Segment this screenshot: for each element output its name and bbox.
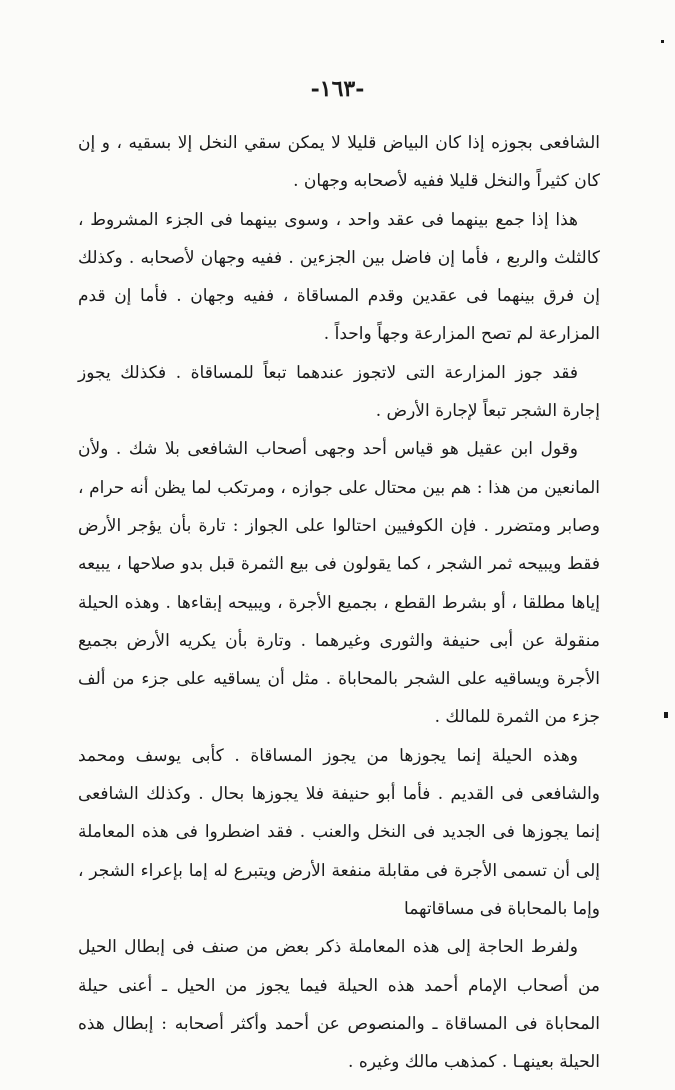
paragraph: الشافعى بجوزه إذا كان البياض قليلا لا يمكن سقي النخل إلا بسقيه ، و إن كان كثيراً والنخل قليلا ففيه لأصحابه وجهان . — [78, 133, 600, 192]
scan-speck — [661, 40, 664, 43]
paragraph: وهذه الحيلة إنما يجوزها من يجوز المساقاة . كأبى يوسف ومحمد والشافعى فى القديم . فأما أبو حنيفة فلا يجوزها بحال . وكذلك الشافعى إنما يجوزها فى الجديد فى النخل والعنب . فقد اضطروا فى هذه المعاملة إلى أن تسمى الأجرة فى مقابلة منفعة الأرض ويتبرع له إما بإعراء الشجر ، وإما بالمحاباة فى مساقاتهما — [78, 745, 600, 919]
page-number: -١٦٣- — [310, 76, 365, 102]
body-text — [78, 124, 600, 1081]
paragraph: ولفرط الحاجة إلى هذه المعاملة ذكر بعض من صنف فى إبطال الحيل من أصحاب الإمام أحمد هذه الحيلة فيما يجوز من الحيل ـ أعنى حيلة المحاباة فى المساقاة ـ والمنصوص عن أحمد وأكثر أصحابه : إبطال هذه الحيلة بعينهـا . كمذهب مالك وغيره . — [78, 937, 600, 1073]
paragraph: فقد جوز المزارعة التى لاتجوز عندهما تبعاً للمساقاة . فكذلك يجوز إجارة الشجر تبعاً لإجارة الأرض . — [78, 362, 600, 422]
paragraph: هذا إذا جمع بينهما فى عقد واحد ، وسوى بينهما فى الجزء المشروط ، كالثلث والربع ، فأما إن فاضل بين الجزءين . ففيه وجهان لأصحابه . وكذلك إن فرق بينهما فى عقدين وقدم المساقاة ، ففيه وجهان . فأما إن قدم المزارعة لم تصح المزارعة وجهاً واحداً . — [78, 209, 600, 345]
paragraph: وقول ابن عقيل هو قياس أحد وجهى أصحاب الشافعى بلا شك . ولأن المانعين من هذا : هم بين محتال على جوازه ، ومرتكب لما يظن أنه حرام ، وصابر ومتضرر . فإن الكوفيين احتالوا على الجواز : تارة بأن يؤجر الأرض فقط ويبيحه ثمر الشجر ، كما يقولون فى بيع الثمرة قبل بدو صلاحها ، يبيعه إياها مطلقا ، أو بشرط القطع ، بجميع الأجرة ، ويبيحه إبقاءها . وهذه الحيلة منقولة عن أبى حنيفة والثورى وغيرهما . وتارة بأن يكريه الأرض بجميع الأجرة ويساقيه على الشجر بالمحاباة . مثل أن يساقيه على جزء من ألف جزء من الثمرة للمالك . — [78, 439, 600, 728]
scan-speck — [664, 712, 668, 718]
